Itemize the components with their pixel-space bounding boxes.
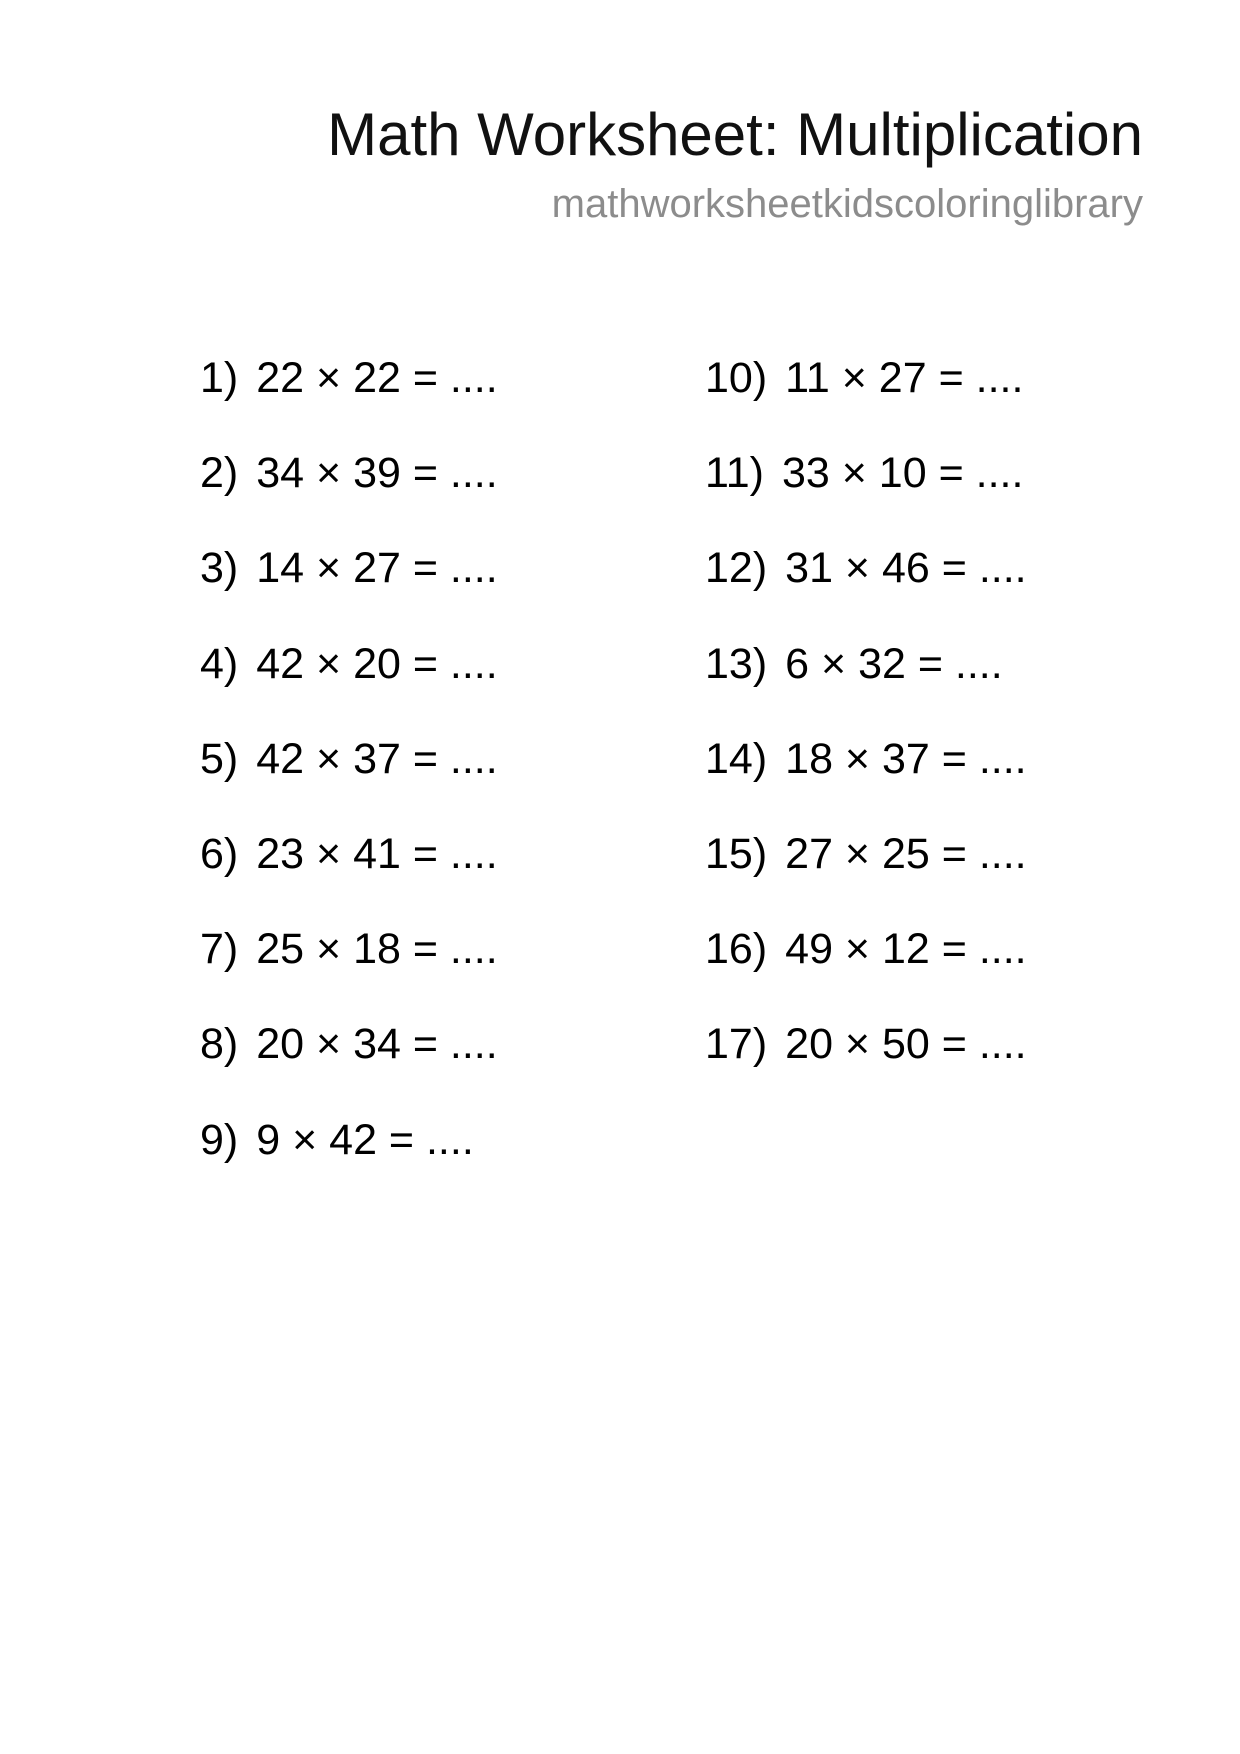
problem-expression: 49 × 12 = .... — [785, 925, 1027, 974]
problem-item — [200, 921, 620, 1016]
page-subtitle: mathworksheetkidscoloringlibrary — [551, 182, 1143, 226]
problem-expression: 9 × 42 = .... — [256, 1115, 474, 1164]
problem-expression: 42 × 37 = .... — [256, 734, 498, 783]
problem-item — [705, 731, 1125, 826]
problem-item — [200, 1016, 620, 1111]
problem-number: 17) — [705, 1020, 768, 1069]
problem-number: 8) — [200, 1020, 239, 1069]
problem-expression: 23 × 41 = .... — [256, 829, 498, 878]
worksheet-header — [327, 95, 1143, 229]
problem-item — [200, 636, 620, 731]
problem-number: 12) — [705, 544, 768, 593]
problem-expression: 22 × 22 = .... — [256, 354, 498, 402]
problem-expression: 34 × 39 = .... — [256, 449, 498, 498]
page-title: Math Worksheet: Multiplication — [327, 101, 1143, 168]
problem-number: 14) — [705, 734, 768, 783]
problem-number: 7) — [200, 925, 239, 974]
problem-expression: 33 × 10 = .... — [781, 449, 1024, 498]
problem-number: 5) — [200, 734, 239, 783]
problem-item — [705, 636, 1125, 731]
problem-item — [705, 1016, 1125, 1111]
problem-expression: 27 × 25 = .... — [785, 829, 1027, 878]
problem-item — [705, 921, 1125, 1016]
problem-number: 11) — [705, 449, 764, 498]
problem-expression: 11 × 27 = .... — [785, 354, 1024, 402]
problem-item — [200, 540, 620, 635]
problem-item — [200, 350, 620, 445]
problem-number: 3) — [200, 544, 239, 593]
problem-item — [705, 826, 1125, 921]
problem-expression: 20 × 34 = .... — [256, 1020, 498, 1069]
problem-column-left — [200, 350, 620, 1207]
problem-item — [705, 350, 1125, 445]
problem-item — [200, 826, 620, 921]
problem-number: 16) — [705, 925, 768, 974]
problem-expression: 42 × 20 = .... — [256, 639, 498, 688]
problem-expression: 20 × 50 = .... — [785, 1020, 1027, 1069]
problem-expression: 18 × 37 = .... — [785, 734, 1027, 783]
problem-expression: 25 × 18 = .... — [256, 925, 498, 974]
problem-number: 10) — [705, 354, 768, 402]
problem-expression: 6 × 32 = .... — [785, 639, 1003, 688]
problem-item — [200, 731, 620, 826]
problem-expression: 31 × 46 = .... — [785, 544, 1027, 593]
problem-number: 2) — [200, 449, 239, 498]
problem-item — [200, 1112, 620, 1207]
problem-item — [200, 445, 620, 540]
problem-item — [705, 445, 1125, 540]
problem-number: 6) — [200, 829, 239, 878]
problem-number: 4) — [200, 639, 239, 688]
problem-item — [705, 540, 1125, 635]
problem-column-right — [705, 350, 1125, 1112]
problem-number: 9) — [200, 1115, 239, 1164]
problem-expression: 14 × 27 = .... — [256, 544, 498, 593]
problem-number: 1) — [200, 354, 239, 402]
problem-number: 13) — [705, 639, 768, 688]
problem-number: 15) — [705, 829, 768, 878]
